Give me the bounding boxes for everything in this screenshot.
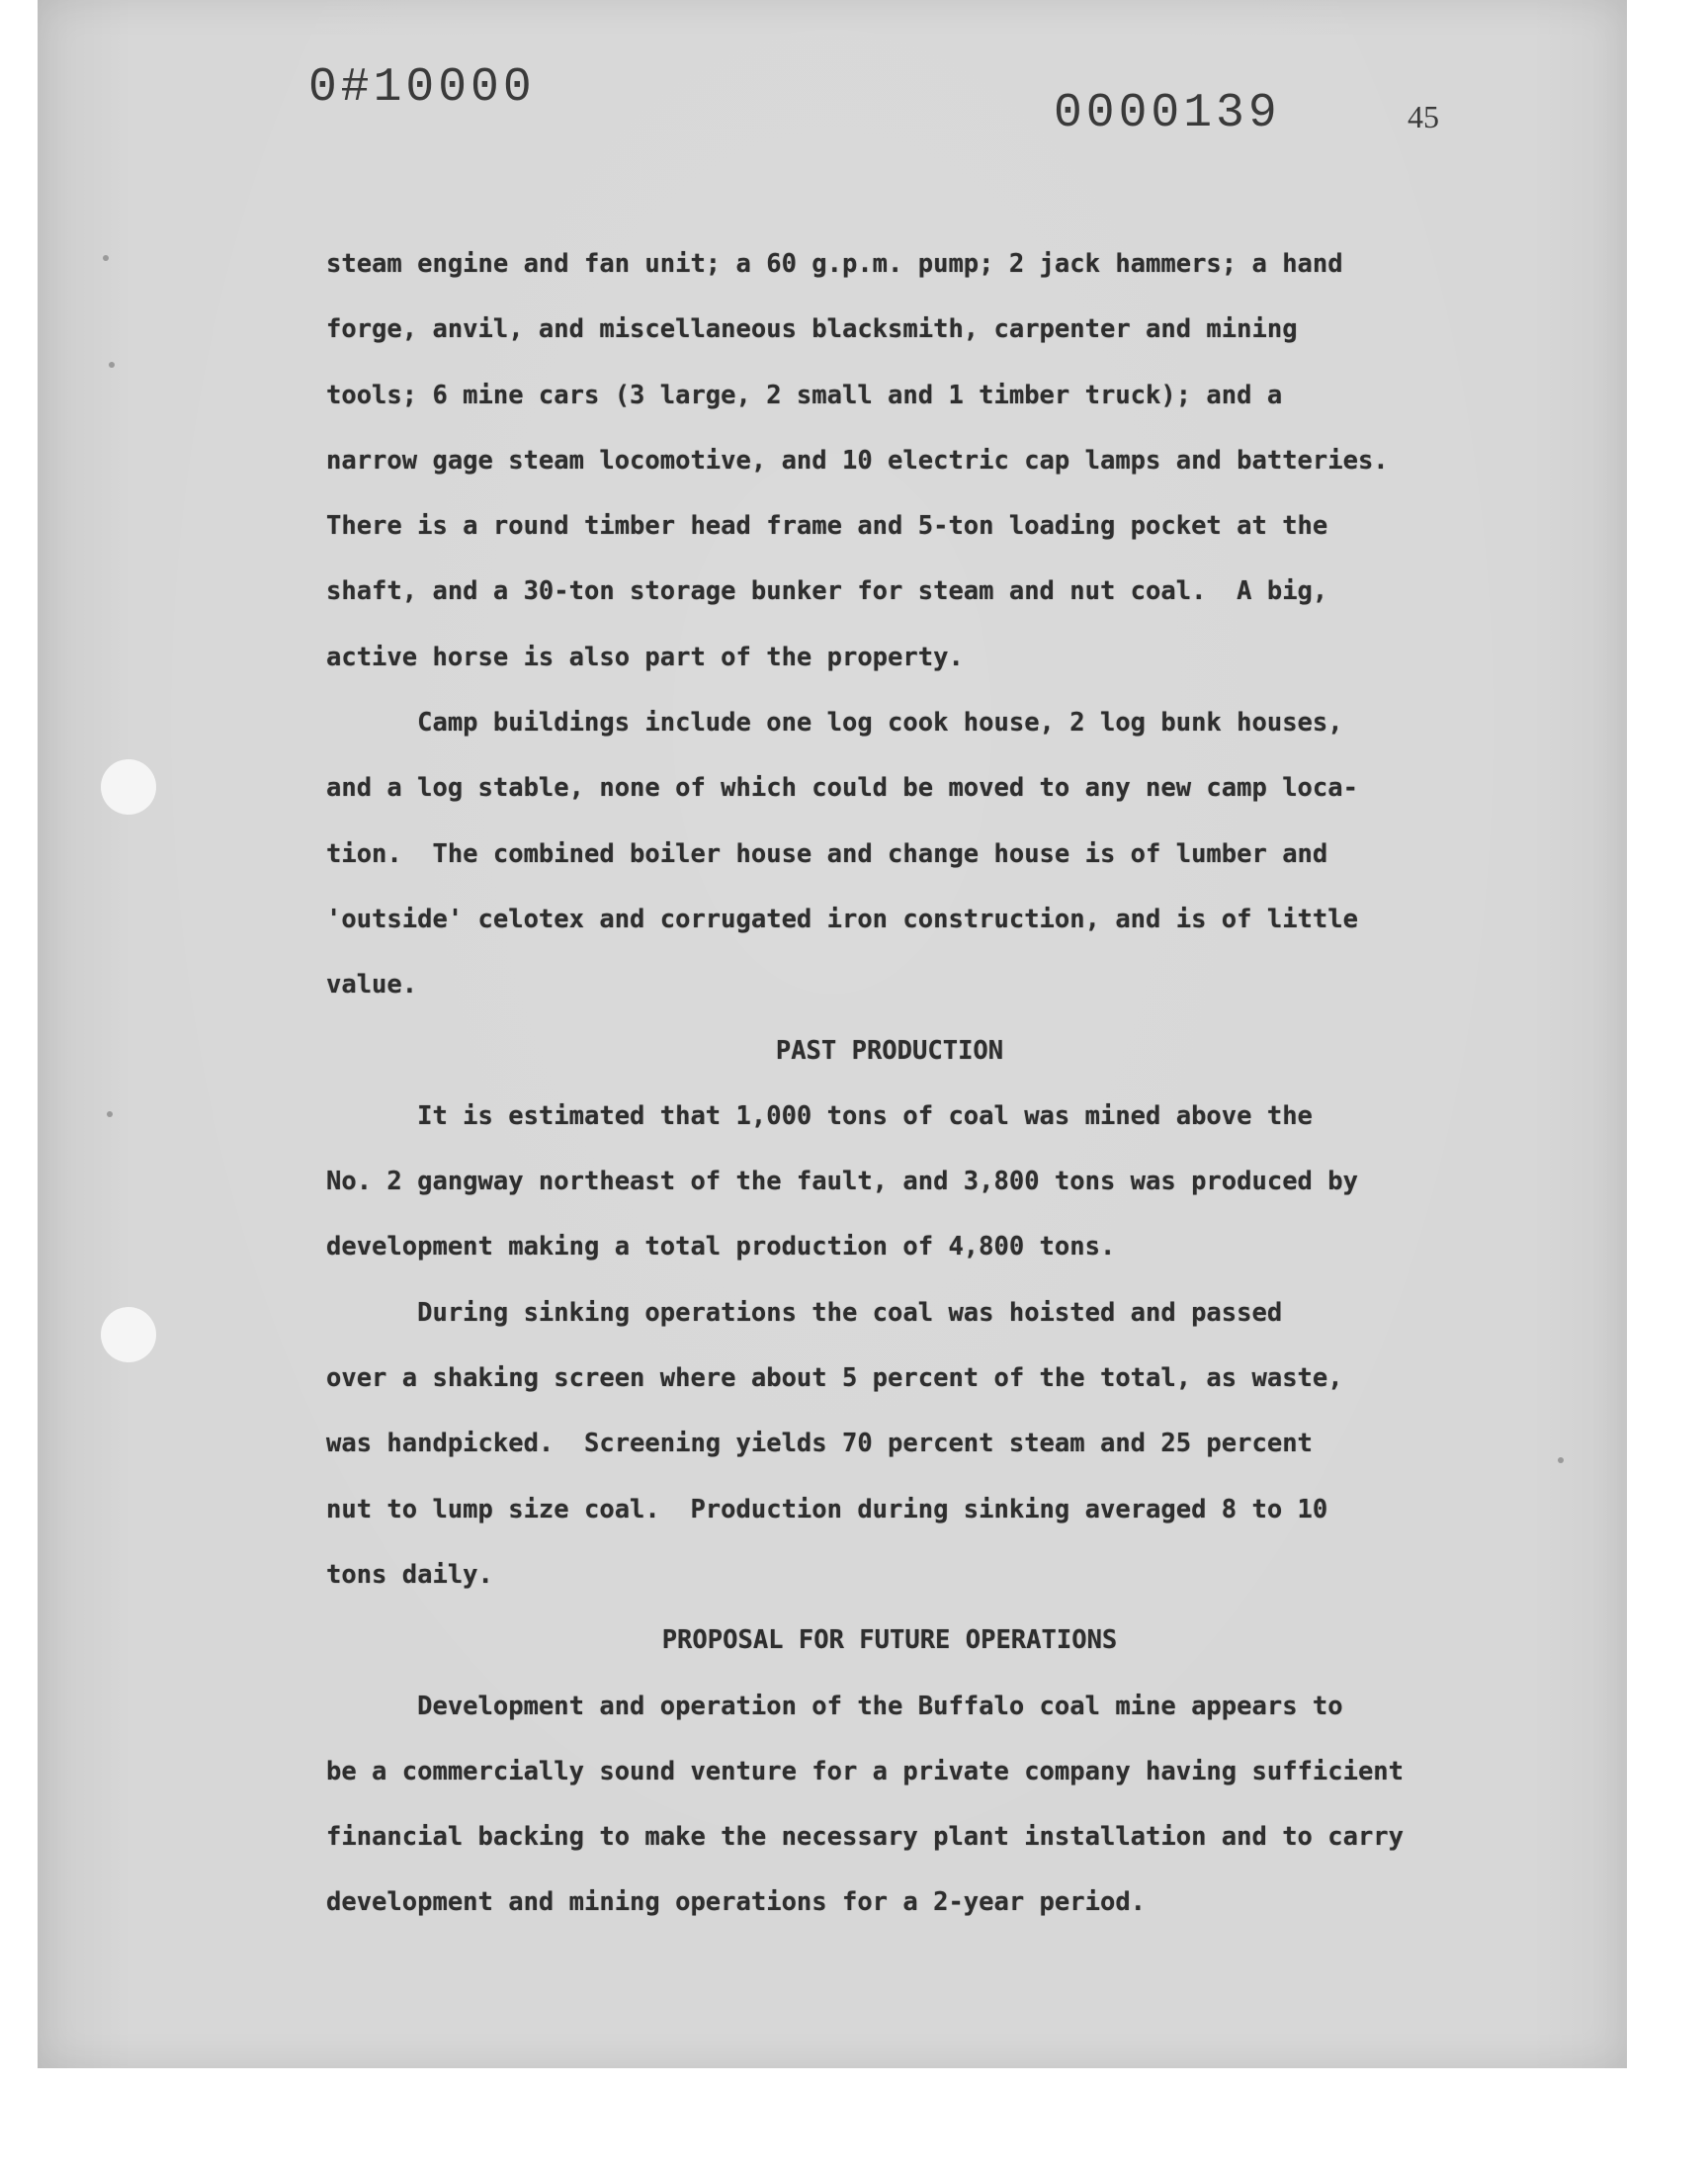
text-line: and a log stable, none of which could be moved to any new camp loca- (326, 773, 1358, 804)
text-line: 'outside' celotex and corrugated iron construction, and is of little (326, 904, 1358, 934)
text-line: shaft, and a 30-ton storage bunker for steam and nut coal. A big, (326, 576, 1328, 607)
text-line: It is estimated that 1,000 tons of coal was mined above the (326, 1100, 1313, 1131)
text-line: There is a round timber head frame and 5-ton loading pocket at the (326, 511, 1328, 542)
section-heading-proposal: PROPOSAL FOR FUTURE OPERATIONS (661, 1625, 1118, 1656)
text-line: tion. The combined boiler house and change house is of lumber and (326, 838, 1328, 869)
scan-speck (107, 1111, 113, 1117)
text-line: Camp buildings include one log cook house, 2 log bunk houses, (326, 708, 1343, 739)
document-stamp-left: 0#10000 (308, 61, 536, 115)
text-line: over a shaking screen where about 5 percent of the total, as waste, (326, 1363, 1343, 1394)
punch-hole (101, 759, 156, 815)
text-line: development and mining operations for a 2-year period. (326, 1887, 1147, 1918)
text-line: nut to lump size coal. Production during sinking averaged 8 to 10 (326, 1494, 1328, 1524)
text-line: steam engine and fan unit; a 60 g.p.m. pump; 2 jack hammers; a hand (326, 249, 1343, 279)
text-line: forge, anvil, and miscellaneous blacksmith, carpenter and mining (326, 314, 1298, 345)
text-line: was handpicked. Screening yields 70 percent steam and 25 percent (326, 1429, 1313, 1459)
text-line: During sinking operations the coal was hoisted and passed (326, 1297, 1283, 1328)
scan-speck (109, 362, 115, 368)
text-line: be a commercially sound venture for a private company having sufficient (326, 1756, 1405, 1786)
body-text (326, 231, 1512, 1936)
text-line: value. (326, 970, 418, 1000)
text-line: No. 2 gangway northeast of the fault, and 3,800 tons was produced by (326, 1167, 1358, 1197)
page-number: 45 (1408, 99, 1439, 134)
text-line: development making a total production of 4,800 tons. (326, 1232, 1116, 1262)
text-line: active horse is also part of the property. (326, 642, 964, 672)
punch-hole (101, 1307, 156, 1362)
scan-speck (1558, 1457, 1564, 1463)
text-line: tools; 6 mine cars (3 large, 2 small and 1 timber truck); and a (326, 380, 1283, 410)
text-line: narrow gage steam locomotive, and 10 electric cap lamps and batteries. (326, 445, 1389, 476)
text-line: financial backing to make the necessary plant installation and to carry (326, 1822, 1405, 1853)
section-heading-past-production: PAST PRODUCTION (775, 1035, 1004, 1066)
text-line: Development and operation of the Buffalo coal mine appears to (326, 1691, 1343, 1721)
scan-speck (103, 255, 109, 261)
text-line: tons daily. (326, 1559, 493, 1590)
document-stamp-right: 0000139 (1054, 87, 1281, 140)
